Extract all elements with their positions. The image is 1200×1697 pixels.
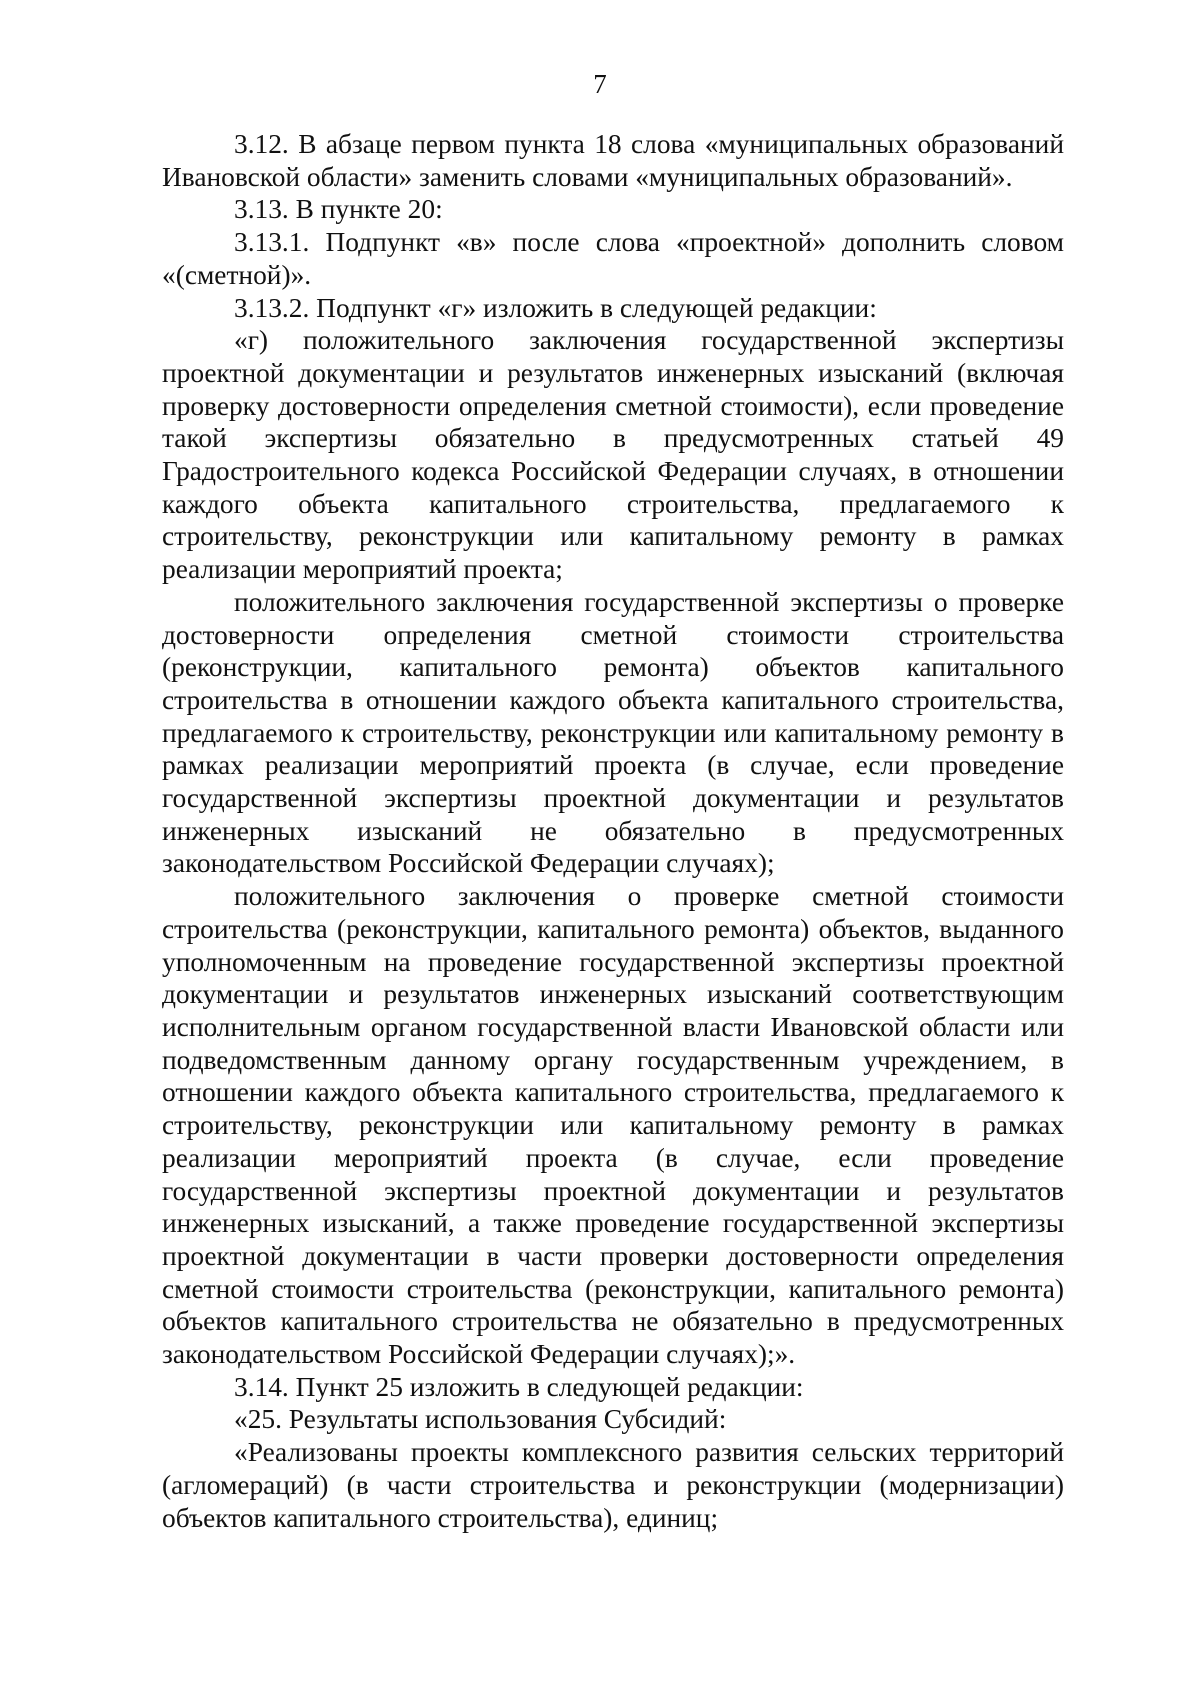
paragraph-subpoint-g: «г) положительного заключения государственной экспертизы проектной документации и результатов инженерных изысканий (включая проверку достоверности определения сметной стоимости), если проведение такой экспертизы обязательно в предусмотренных статьей 49 Градостроительного кодекса Российской Федерации случаях, в отношении каждого объекта капитального строительства, предлагаемого к строительству, реконструкции или капитальному ремонту в рамках реализации мероприятий проекта; xyxy=(162,325,1064,585)
document-body xyxy=(162,128,1064,1534)
paragraph-results: «Реализованы проекты комплексного развития сельских территорий (агломераций) (в части строительства и реконструкции (модернизации) объектов капитального строительства), единиц; xyxy=(162,1437,1064,1533)
paragraph-3-13-2: 3.13.2. Подпункт «г» изложить в следующей редакции: xyxy=(234,292,877,323)
paragraph-3-12: 3.12. В абзаце первом пункта 18 слова «муниципальных образований Ивановской области» заменить словами «муниципальных образований». xyxy=(162,129,1064,192)
paragraph-3-14: 3.14. Пункт 25 изложить в следующей редакции: xyxy=(234,1371,804,1402)
page-number: 7 xyxy=(593,69,607,99)
paragraph-3-13: 3.13. В пункте 20: xyxy=(234,194,443,225)
paragraph-point-25: «25. Результаты использования Субсидий: xyxy=(234,1404,727,1435)
paragraph-estimate-conclusion: положительного заключения государственной экспертизы о проверке достоверности определения сметной стоимости строительства (реконструкции, капитального ремонта) объектов капитального строительства в отношении каждого объекта капитального строительства, предлагаемого к строительству, реконструкции или капитальному ремонту в рамках реализации мероприятий проекта (в случае, если проведение государственной экспертизы проектной документации и результатов инженерных изысканий не обязательно в предусмотренных законодательством Российской Федерации случаях); xyxy=(162,586,1064,879)
paragraph-3-13-1: 3.13.1. Подпункт «в» после слова «проектной» дополнить словом «(сметной)». xyxy=(162,227,1064,290)
paragraph-cost-verification-conclusion: положительного заключения о проверке сметной стоимости строительства (реконструкции, капитального ремонта) объектов, выданного уполномоченным на проведение государственной экспертизы проектной документации и результатов инженерных изысканий соответствующим исполнительным органом государственной власти Ивановской области или подведомственным данному органу государственным учреждением, в отношении каждого объекта капитального строительства, предлагаемого к строительству, реконструкции или капитальному ремонту в рамках реализации мероприятий проекта (в случае, если проведение государственной экспертизы проектной документации и результатов инженерных изысканий, а также проведение государственной экспертизы проектной документации в части проверки достоверности определения сметной стоимости строительства (реконструкции, капитального ремонта) объектов капитального строительства не обязательно в предусмотренных законодательством Российской Федерации случаях);». xyxy=(162,881,1064,1370)
